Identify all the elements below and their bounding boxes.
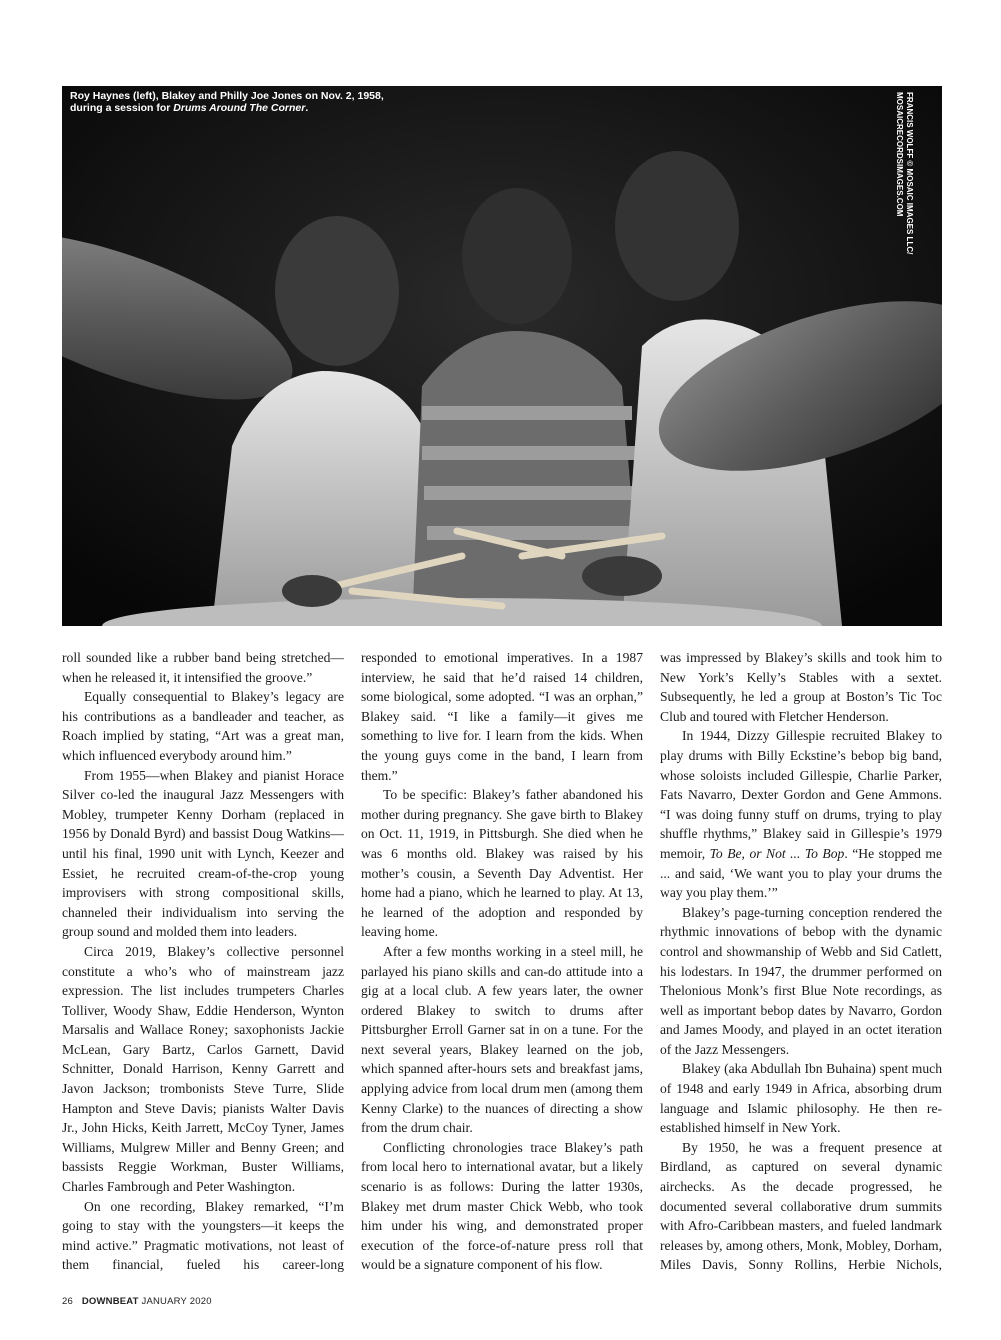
paragraph: Conflicting chronologies trace Blakey’s path from local hero to international avatar, but a likely scenario is as follows: During the latter 1930s, Blakey met drum master Chick Webb, who took him under his wing, and demonstrated proper execution of the force-of-nature press roll that would be a signature component of his flow. bbox=[361, 1139, 643, 1273]
paragraph: To be specific: Blakey’s father abandoned his mother during pregnancy. She gave birth to Blakey on Oct. 11, 1919, in Pittsburgh. She died when he was 6 months old. Blakey was raised by his mother’s cousin, a Seventh Day Adventist. Her home had a piano, which he learned to play. At 13, he learned of the adoption and responded by leaving home. bbox=[361, 787, 643, 940]
paragraph: Blakey’s page-turning conception rendered the rhythmic innovations of bebop with the dynamic control and showmanship of Webb and Sid Catlett, his lodestars. In 1947, the drummer performed on Thelonious Monk’s first Blue Note recordings, as well as important bebop dates by Navarro, Gordon and James Moody, and played in an octet iteration of the Jazz Messengers. bbox=[660, 904, 942, 1057]
caption-album-title: Drums Around The Corner bbox=[173, 102, 306, 114]
credit-line-2: MOSAICRECORDSIMAGES.COM bbox=[895, 92, 904, 217]
paragraph-text: . “He stopped me ... and said, ‘We want you to play your drums the way you play them.’” bbox=[660, 845, 942, 901]
paragraph-text: In 1944, Dizzy Gillespie recruited Blakey to play drums with Billy Eckstine’s bebop big band, whose soloists included Gillespie, Charlie Parker, Fats Navarro, Dexter Gordon and Gene Ammons. “I was doing funny stuff on drums, trying to play shuffle rhythms,” Blakey said in Gillespie’s 1979 memoir, bbox=[660, 728, 942, 861]
paragraph: From 1955—when Blakey and pianist Horace Silver co-led the inaugural Jazz Messengers with Mobley, trumpeter Kenny Dorham (replaced in 1956 by Donald Byrd) and bassist Doug Watkins—until his final, 1990 unit with Lynch, Keezer and Essiet, he recruited cream-of-the-crop young improvisers with strong compositional skills, channeled their individualism into serving the group sound and molded them into leaders. bbox=[62, 767, 344, 940]
paragraph: Blakey (aka Abdullah Ibn Buhaina) spent much of 1948 and early 1949 in Africa, absorbing drum language and Islamic philosophy. He then re-established himself in New York. bbox=[660, 1061, 942, 1136]
page-number: 26 bbox=[62, 1296, 73, 1307]
photo-caption bbox=[70, 90, 450, 114]
caption-line-2-suffix: . bbox=[305, 102, 309, 114]
paragraph: roll sounded like a rubber band being stretched—when he released it, it intensified the groove.” bbox=[62, 650, 344, 685]
photo bbox=[62, 86, 942, 626]
paragraph bbox=[361, 1275, 643, 1278]
caption-line-2 bbox=[70, 102, 450, 114]
column-3 bbox=[660, 648, 942, 1278]
column-2 bbox=[361, 648, 643, 1278]
paragraph: Circa 2019, Blakey’s collective personnel constitute a who’s who of mainstream jazz expression. The list includes trumpeters Charles Tolliver, Woody Shaw, Eddie Henderson, Wynton Marsalis and Wallace Roney; saxophonists Jackie McLean, Gary Bartz, Carlos Garnett, David Schnitter, Donald Harrison, Kenny Garrett and Javon Jackson; trombonists Steve Turre, Slide Hampton and Steve Davis; pianists Walter Davis Jr., John Hicks, Keith Jarrett, McCoy Tyner, James Williams, Mulgrew Miller and Benny Green; and bassists Reggie Workman, Buster Williams, Charles Fambrough and Peter Washington. bbox=[62, 943, 344, 1195]
column-1 bbox=[62, 648, 344, 1278]
paragraph: On one recording, Blakey remarked, “I’m going to stay with the youngsters—it keeps the mind active.” Pragmatic motivations, not least of them financial, fueled his career-long bbox=[62, 1198, 344, 1273]
paragraph: responded to emotional imperatives. In a 1987 interview, he said that he’d raised 14 children, some biological, some adopted. “I was an orphan,” Blakey said. “I like a family—it gives me something to live for. I learn from the kids. When the young guys come in the band, I learn from them.” bbox=[361, 650, 643, 783]
page-footer bbox=[62, 1296, 212, 1307]
book-title: To Be, or Not ... To Bop bbox=[709, 845, 845, 861]
paragraph: Equally consequential to Blakey’s legacy are his contributions as a bandleader and teacher, as Roach implied by stating, “Art was a great man, which influenced everybody around him.” bbox=[62, 689, 344, 763]
paragraph bbox=[660, 726, 942, 902]
caption-line-1: Roy Haynes (left), Blakey and Philly Joe Jones on Nov. 2, 1958, bbox=[70, 90, 384, 102]
paragraph: After a few months working in a steel mill, he parlayed his piano skills and can-do attitude into a gig at a local club. A few years later, the owner ordered Blakey to switch to drums after Pittsburgher Erroll Garner sat in on a tune. For the next several years, Blakey learned on the job, which spanned after-hours sets and breakfast jams, applying advice from local drum men (among them Kenny Clarke) to the nuances of directing a show from the drum chair. bbox=[361, 943, 643, 1136]
caption-line-2-prefix: during a session for bbox=[70, 102, 174, 114]
paragraph: By 1950, he was a frequent presence at Birdland, as captured on several dynamic airchecks. As the decade progressed, he documented several collaborative drum summits with Afro-Caribbean masters, and fueled landmark releases by, among others, Monk, Mobley, Dorham, Miles Davis, Sonny Rollins, Herbie Nichols, bbox=[660, 1139, 942, 1273]
paragraph: was impressed by Blakey’s skills and took him to New York’s Kelly’s Stables with a sextet. Subsequently, he led a group at Boston’s Tic Toc Club and toured with Fletcher Henderson. bbox=[660, 650, 942, 724]
article-body bbox=[62, 648, 942, 1278]
magazine-name: DOWNBEAT bbox=[81, 1296, 139, 1307]
credit-line-1: FRANCIS WOLFF © MOSAIC IMAGES LLC/ bbox=[905, 92, 914, 255]
drummers-photo-illustration bbox=[62, 86, 942, 626]
issue-date: JANUARY 2020 bbox=[141, 1296, 212, 1307]
photo-credit bbox=[894, 92, 914, 312]
